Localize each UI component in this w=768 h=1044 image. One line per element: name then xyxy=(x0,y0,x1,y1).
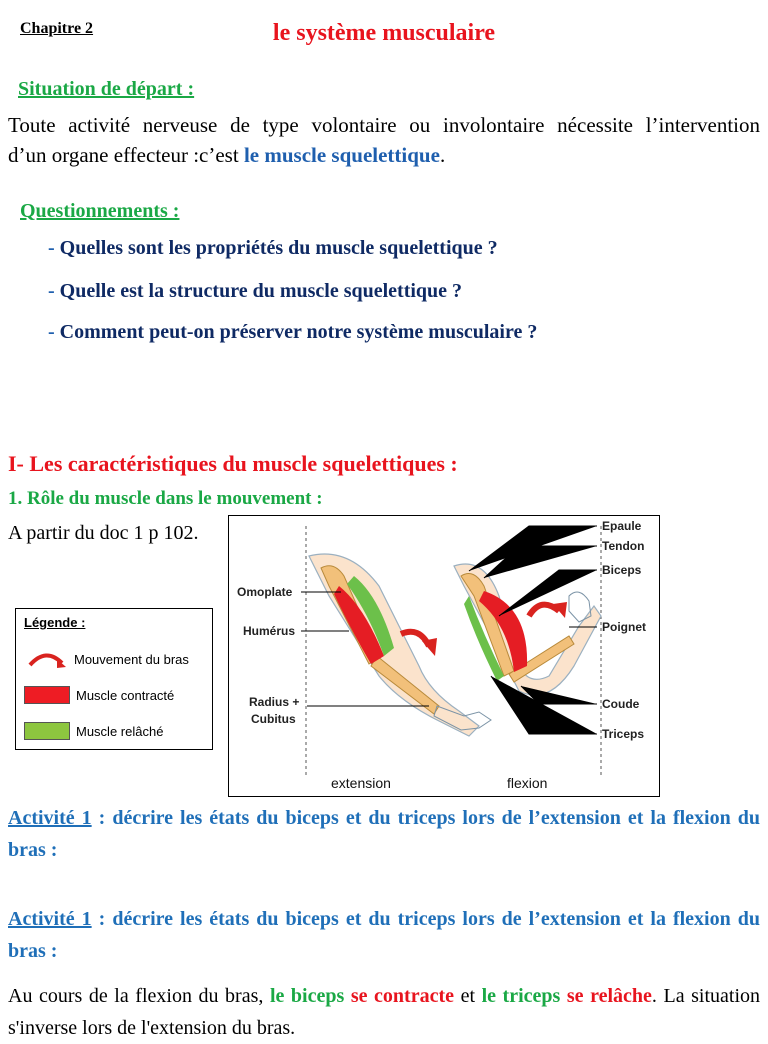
label-coude: Coude xyxy=(602,697,640,711)
answer-text: Au cours de la flexion du bras, xyxy=(8,985,270,1007)
answer-text: et xyxy=(454,985,482,1007)
activity-block xyxy=(8,903,760,967)
activity-block xyxy=(8,802,760,866)
label-poignet: Poignet xyxy=(602,620,646,634)
activity-label: Activité 1 xyxy=(8,908,92,930)
situation-highlight: le muscle squelettique xyxy=(243,143,440,167)
arm-diagram xyxy=(228,515,660,797)
contracted-swatch xyxy=(24,686,70,704)
curved-arrow-icon xyxy=(24,649,68,669)
answer-text: . La situation s'inverse lors de l'extension du bras. xyxy=(8,985,761,1039)
label-epaule: Epaule xyxy=(602,519,642,533)
answer-biceps: le biceps xyxy=(269,985,345,1007)
question-item: - Quelle est la structure du muscle squelettique ? xyxy=(48,280,463,302)
situation-heading: Situation de départ : xyxy=(18,78,195,100)
question-text: Quelle est la structure du muscle squelettique ? xyxy=(59,280,463,302)
section-heading: I- Les caractéristiques du muscle squelettiques : xyxy=(8,451,458,476)
legend-box xyxy=(15,608,213,750)
legend-item-movement xyxy=(24,649,189,669)
label-humerus: Humérus xyxy=(243,624,296,638)
activity-text: : décrire les états du biceps et du triceps lors de l’extension et la flexion du bras : xyxy=(8,908,760,962)
question-item: - Comment peut-on préserver notre système musculaire ? xyxy=(48,321,538,343)
activity-text: : décrire les états du biceps et du triceps lors de l’extension et la flexion du bras : xyxy=(8,807,760,861)
activity-label: Activité 1 xyxy=(8,807,92,829)
situation-text-line1: Toute activité nerveuse de type volontaire ou involontaire nécessite l’intervention xyxy=(8,113,760,137)
legend-label: Muscle relâché xyxy=(76,723,164,739)
label-cubitus: Cubitus xyxy=(251,712,296,726)
source-reference: A partir du doc 1 p 102. xyxy=(8,522,199,544)
caption-flexion: flexion xyxy=(507,775,548,791)
situation-text-prefix: d’un organe effecteur :c’est xyxy=(8,143,244,167)
label-tendon: Tendon xyxy=(602,539,645,553)
question-item: - Quelles sont les propriétés du muscle squelettique ? xyxy=(48,237,498,259)
answer-relax: se relâche xyxy=(566,985,652,1007)
page-title: le système musculaire xyxy=(272,20,496,46)
situation-text-suffix: . xyxy=(439,143,446,167)
legend-label: Muscle contracté xyxy=(76,687,175,703)
questions-heading: Questionnements : xyxy=(20,200,180,222)
chapter-label: Chapitre 2 xyxy=(20,20,94,37)
legend-item-contracted xyxy=(24,685,174,705)
legend-label: Mouvement du bras xyxy=(74,651,189,667)
label-omoplate: Omoplate xyxy=(237,585,293,599)
legend-item-relaxed xyxy=(24,721,163,741)
label-radius: Radius + xyxy=(249,695,300,709)
label-triceps: Triceps xyxy=(602,727,645,741)
question-text: Quelles sont les propriétés du muscle squelettique ? xyxy=(59,237,498,259)
question-text: Comment peut-on préserver notre système musculaire ? xyxy=(59,321,538,343)
answer-contract: se contracte xyxy=(350,985,455,1007)
subsection-heading: 1. Rôle du muscle dans le mouvement : xyxy=(8,488,323,509)
answer-triceps: le triceps xyxy=(481,985,561,1007)
answer-paragraph xyxy=(8,980,760,1044)
legend-title: Légende : xyxy=(24,615,86,630)
situation-text-line2 xyxy=(8,140,445,170)
relaxed-swatch xyxy=(24,722,70,740)
caption-extension: extension xyxy=(331,775,391,791)
label-biceps: Biceps xyxy=(602,563,642,577)
flexion-arm-illustration xyxy=(454,564,601,695)
